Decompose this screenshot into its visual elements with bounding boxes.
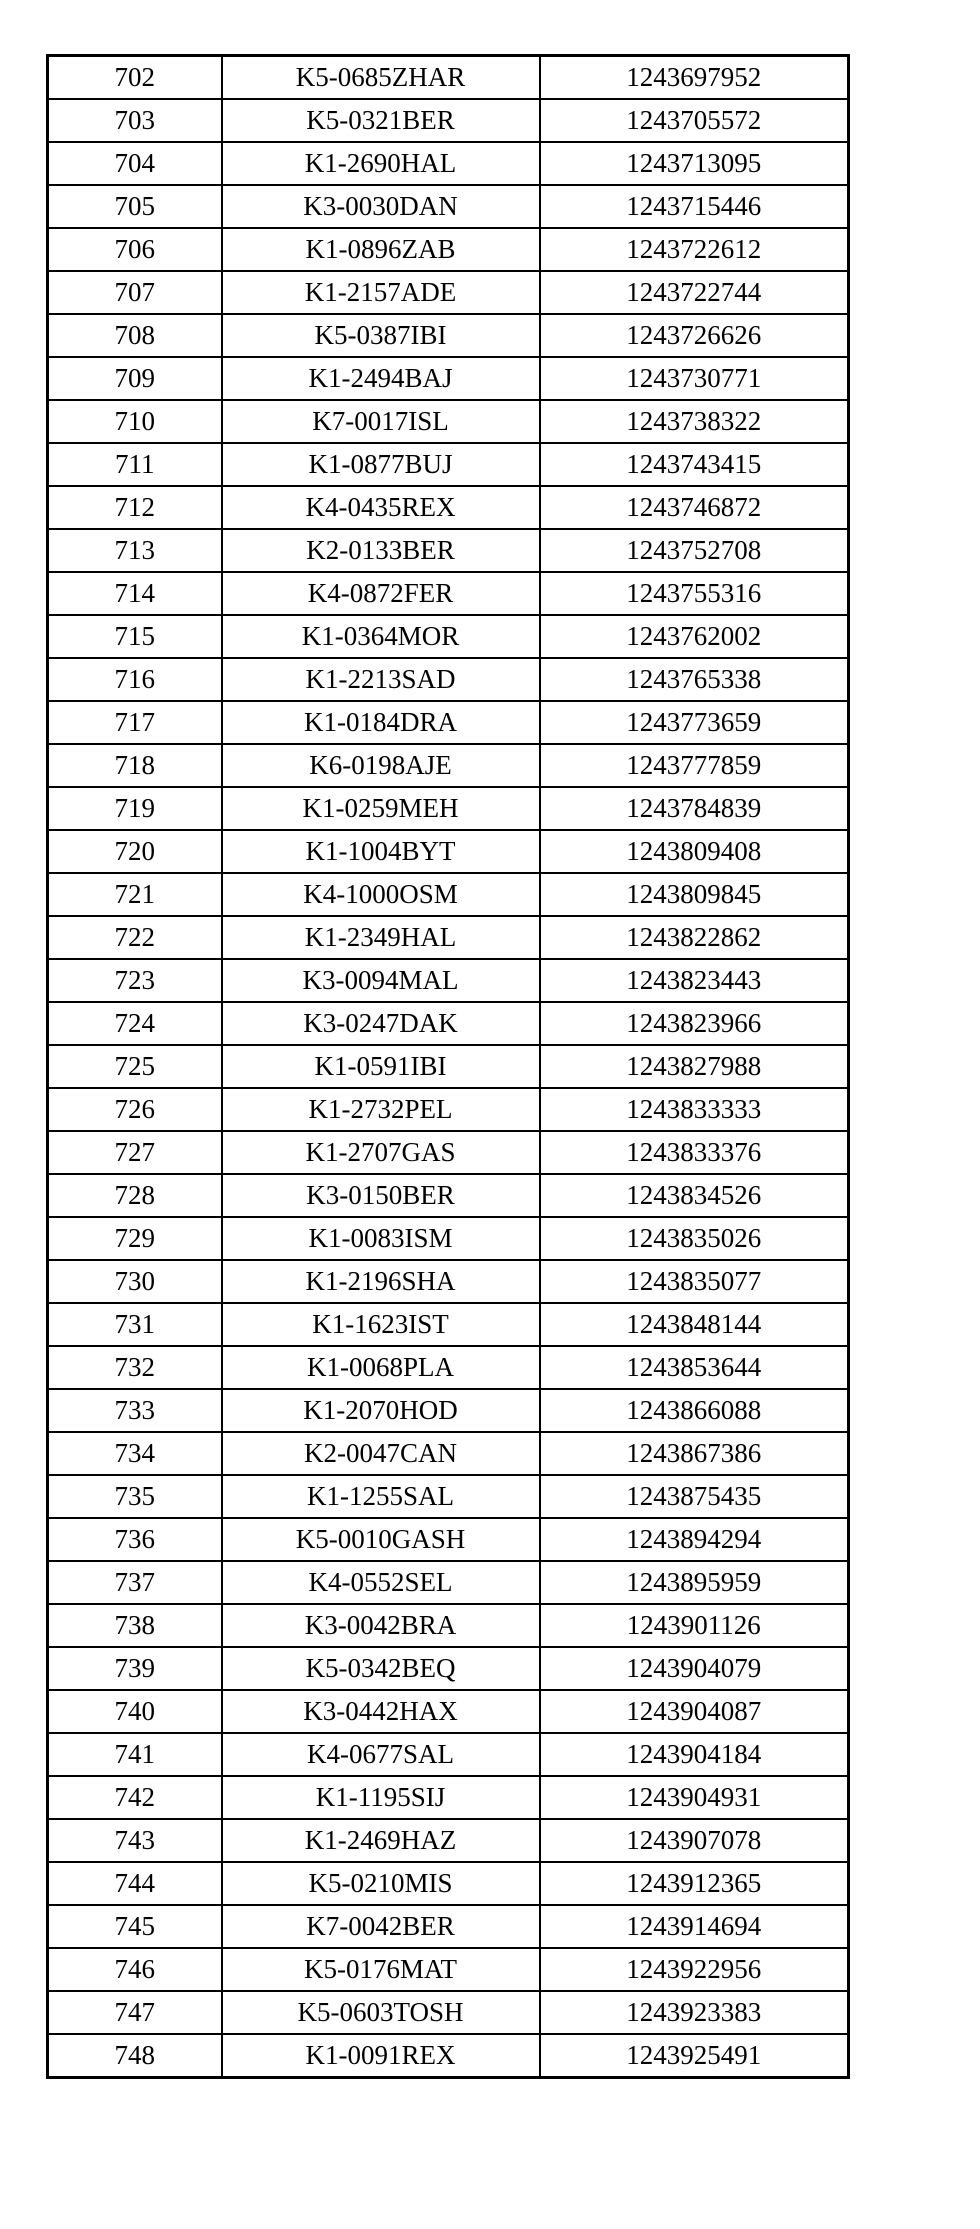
code-cell: K1-0896ZAB: [222, 228, 540, 271]
table-row: [48, 486, 849, 529]
code-cell: K5-0176MAT: [222, 1948, 540, 1991]
table-row: [48, 1045, 849, 1088]
id-number-cell: 1243746872: [540, 486, 849, 529]
table-row: [48, 916, 849, 959]
code-cell: K1-1623IST: [222, 1303, 540, 1346]
code-cell: K4-0677SAL: [222, 1733, 540, 1776]
code-cell: K3-0442HAX: [222, 1690, 540, 1733]
table-row: [48, 1905, 849, 1948]
code-cell: K3-0030DAN: [222, 185, 540, 228]
table-row: [48, 658, 849, 701]
row-number-cell: 711: [48, 443, 222, 486]
table-row: [48, 400, 849, 443]
table-row: [48, 615, 849, 658]
id-number-cell: 1243738322: [540, 400, 849, 443]
row-number-cell: 720: [48, 830, 222, 873]
code-cell: K1-0364MOR: [222, 615, 540, 658]
table-row: [48, 1862, 849, 1905]
row-number-cell: 714: [48, 572, 222, 615]
id-number-cell: 1243907078: [540, 1819, 849, 1862]
row-number-cell: 721: [48, 873, 222, 916]
table-row: [48, 1948, 849, 1991]
row-number-cell: 718: [48, 744, 222, 787]
id-number-cell: 1243743415: [540, 443, 849, 486]
row-number-cell: 748: [48, 2034, 222, 2078]
row-number-cell: 745: [48, 1905, 222, 1948]
table-row: [48, 572, 849, 615]
code-cell: K1-2494BAJ: [222, 357, 540, 400]
code-cell: K5-0210MIS: [222, 1862, 540, 1905]
id-number-cell: 1243875435: [540, 1475, 849, 1518]
row-number-cell: 702: [48, 56, 222, 100]
row-number-cell: 723: [48, 959, 222, 1002]
code-cell: K5-0321BER: [222, 99, 540, 142]
id-number-cell: 1243777859: [540, 744, 849, 787]
row-number-cell: 710: [48, 400, 222, 443]
code-cell: K4-0435REX: [222, 486, 540, 529]
code-cell: K5-0010GASH: [222, 1518, 540, 1561]
code-cell: K1-0184DRA: [222, 701, 540, 744]
table-row: [48, 744, 849, 787]
table-row: [48, 1819, 849, 1862]
row-number-cell: 717: [48, 701, 222, 744]
id-number-cell: 1243722612: [540, 228, 849, 271]
row-number-cell: 737: [48, 1561, 222, 1604]
id-number-cell: 1243925491: [540, 2034, 849, 2078]
code-cell: K1-2469HAZ: [222, 1819, 540, 1862]
row-number-cell: 712: [48, 486, 222, 529]
id-number-cell: 1243823966: [540, 1002, 849, 1045]
row-number-cell: 709: [48, 357, 222, 400]
code-cell: K1-2070HOD: [222, 1389, 540, 1432]
table-row: [48, 1647, 849, 1690]
row-number-cell: 715: [48, 615, 222, 658]
code-cell: K1-1195SIJ: [222, 1776, 540, 1819]
row-number-cell: 716: [48, 658, 222, 701]
row-number-cell: 708: [48, 314, 222, 357]
code-cell: K5-0342BEQ: [222, 1647, 540, 1690]
id-number-cell: 1243752708: [540, 529, 849, 572]
row-number-cell: 730: [48, 1260, 222, 1303]
id-number-cell: 1243773659: [540, 701, 849, 744]
table-row: [48, 1991, 849, 2034]
id-number-cell: 1243904931: [540, 1776, 849, 1819]
id-number-cell: 1243809845: [540, 873, 849, 916]
id-number-cell: 1243923383: [540, 1991, 849, 2034]
row-number-cell: 722: [48, 916, 222, 959]
table-row: [48, 1776, 849, 1819]
row-number-cell: 729: [48, 1217, 222, 1260]
row-number-cell: 728: [48, 1174, 222, 1217]
row-number-cell: 736: [48, 1518, 222, 1561]
table-row: [48, 1002, 849, 1045]
id-number-cell: 1243853644: [540, 1346, 849, 1389]
id-number-cell: 1243697952: [540, 56, 849, 100]
row-number-cell: 733: [48, 1389, 222, 1432]
table-row: [48, 1217, 849, 1260]
row-number-cell: 738: [48, 1604, 222, 1647]
id-number-cell: 1243822862: [540, 916, 849, 959]
id-number-cell: 1243730771: [540, 357, 849, 400]
table-row: [48, 443, 849, 486]
table-row: [48, 701, 849, 744]
row-number-cell: 713: [48, 529, 222, 572]
table-row: [48, 1432, 849, 1475]
table-row: [48, 1346, 849, 1389]
id-number-cell: 1243867386: [540, 1432, 849, 1475]
id-number-cell: 1243922956: [540, 1948, 849, 1991]
id-number-cell: 1243833376: [540, 1131, 849, 1174]
row-number-cell: 746: [48, 1948, 222, 1991]
table-row: [48, 1174, 849, 1217]
row-number-cell: 724: [48, 1002, 222, 1045]
code-cell: K5-0603TOSH: [222, 1991, 540, 2034]
id-number-cell: 1243835077: [540, 1260, 849, 1303]
code-cell: K4-0872FER: [222, 572, 540, 615]
record-table-body: [48, 56, 849, 2078]
table-row: [48, 1389, 849, 1432]
code-cell: K3-0150BER: [222, 1174, 540, 1217]
row-number-cell: 719: [48, 787, 222, 830]
id-number-cell: 1243715446: [540, 185, 849, 228]
id-number-cell: 1243848144: [540, 1303, 849, 1346]
id-number-cell: 1243827988: [540, 1045, 849, 1088]
id-number-cell: 1243866088: [540, 1389, 849, 1432]
code-cell: K4-1000OSM: [222, 873, 540, 916]
table-row: [48, 1088, 849, 1131]
table-row: [48, 1561, 849, 1604]
table-row: [48, 529, 849, 572]
row-number-cell: 734: [48, 1432, 222, 1475]
code-cell: K1-2213SAD: [222, 658, 540, 701]
code-cell: K1-2196SHA: [222, 1260, 540, 1303]
id-number-cell: 1243904184: [540, 1733, 849, 1776]
row-number-cell: 705: [48, 185, 222, 228]
row-number-cell: 726: [48, 1088, 222, 1131]
code-cell: K3-0094MAL: [222, 959, 540, 1002]
code-cell: K1-0259MEH: [222, 787, 540, 830]
table-row: [48, 185, 849, 228]
id-number-cell: 1243835026: [540, 1217, 849, 1260]
code-cell: K3-0247DAK: [222, 1002, 540, 1045]
table-row: [48, 959, 849, 1002]
code-cell: K6-0198AJE: [222, 744, 540, 787]
table-row: [48, 1518, 849, 1561]
code-cell: K1-2349HAL: [222, 916, 540, 959]
id-number-cell: 1243762002: [540, 615, 849, 658]
id-number-cell: 1243722744: [540, 271, 849, 314]
code-cell: K1-0091REX: [222, 2034, 540, 2078]
table-row: [48, 1604, 849, 1647]
row-number-cell: 742: [48, 1776, 222, 1819]
row-number-cell: 743: [48, 1819, 222, 1862]
table-row: [48, 787, 849, 830]
id-number-cell: 1243895959: [540, 1561, 849, 1604]
code-cell: K7-0042BER: [222, 1905, 540, 1948]
id-number-cell: 1243809408: [540, 830, 849, 873]
id-number-cell: 1243904079: [540, 1647, 849, 1690]
table-row: [48, 228, 849, 271]
code-cell: K5-0387IBI: [222, 314, 540, 357]
row-number-cell: 747: [48, 1991, 222, 2034]
id-number-cell: 1243834526: [540, 1174, 849, 1217]
id-number-cell: 1243726626: [540, 314, 849, 357]
code-cell: K3-0042BRA: [222, 1604, 540, 1647]
record-table: [46, 54, 850, 2079]
table-row: [48, 1733, 849, 1776]
row-number-cell: 703: [48, 99, 222, 142]
code-cell: K1-2732PEL: [222, 1088, 540, 1131]
code-cell: K1-2157ADE: [222, 271, 540, 314]
row-number-cell: 741: [48, 1733, 222, 1776]
row-number-cell: 744: [48, 1862, 222, 1905]
table-row: [48, 99, 849, 142]
table-row: [48, 357, 849, 400]
code-cell: K1-0083ISM: [222, 1217, 540, 1260]
id-number-cell: 1243765338: [540, 658, 849, 701]
id-number-cell: 1243894294: [540, 1518, 849, 1561]
code-cell: K1-0591IBI: [222, 1045, 540, 1088]
row-number-cell: 706: [48, 228, 222, 271]
code-cell: K2-0133BER: [222, 529, 540, 572]
table-row: [48, 1131, 849, 1174]
code-cell: K1-1255SAL: [222, 1475, 540, 1518]
table-row: [48, 1475, 849, 1518]
id-number-cell: 1243904087: [540, 1690, 849, 1733]
row-number-cell: 725: [48, 1045, 222, 1088]
table-row: [48, 830, 849, 873]
row-number-cell: 740: [48, 1690, 222, 1733]
code-cell: K7-0017ISL: [222, 400, 540, 443]
row-number-cell: 704: [48, 142, 222, 185]
code-cell: K1-2690HAL: [222, 142, 540, 185]
code-cell: K1-2707GAS: [222, 1131, 540, 1174]
row-number-cell: 727: [48, 1131, 222, 1174]
row-number-cell: 732: [48, 1346, 222, 1389]
id-number-cell: 1243705572: [540, 99, 849, 142]
code-cell: K1-0068PLA: [222, 1346, 540, 1389]
code-cell: K2-0047CAN: [222, 1432, 540, 1475]
id-number-cell: 1243901126: [540, 1604, 849, 1647]
id-number-cell: 1243784839: [540, 787, 849, 830]
id-number-cell: 1243912365: [540, 1862, 849, 1905]
code-cell: K1-1004BYT: [222, 830, 540, 873]
row-number-cell: 707: [48, 271, 222, 314]
id-number-cell: 1243713095: [540, 142, 849, 185]
code-cell: K4-0552SEL: [222, 1561, 540, 1604]
code-cell: K5-0685ZHAR: [222, 56, 540, 100]
row-number-cell: 739: [48, 1647, 222, 1690]
table-row: [48, 271, 849, 314]
id-number-cell: 1243914694: [540, 1905, 849, 1948]
id-number-cell: 1243755316: [540, 572, 849, 615]
code-cell: K1-0877BUJ: [222, 443, 540, 486]
table-row: [48, 314, 849, 357]
id-number-cell: 1243823443: [540, 959, 849, 1002]
id-number-cell: 1243833333: [540, 1088, 849, 1131]
table-row: [48, 142, 849, 185]
table-row: [48, 873, 849, 916]
row-number-cell: 735: [48, 1475, 222, 1518]
table-row: [48, 1690, 849, 1733]
table-row: [48, 56, 849, 100]
row-number-cell: 731: [48, 1303, 222, 1346]
table-row: [48, 2034, 849, 2078]
table-row: [48, 1260, 849, 1303]
table-row: [48, 1303, 849, 1346]
